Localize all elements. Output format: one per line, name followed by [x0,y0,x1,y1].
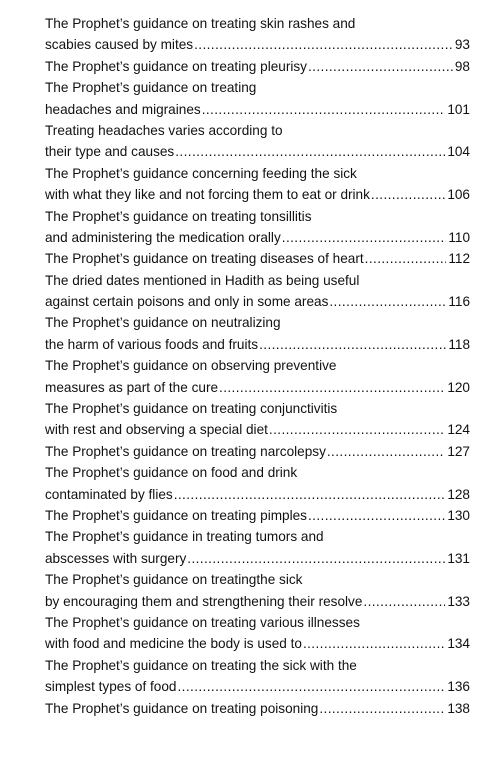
toc-entry-line [45,377,470,398]
toc-entry-line [45,591,470,612]
leader-dots [303,633,445,654]
toc-entry-text: The Prophet’s guidance on treating various illnesses [45,614,360,630]
toc-entry-line [45,698,470,719]
toc-entry-line [45,99,470,120]
toc-entry-line [45,612,470,633]
toc-entry-line [45,676,470,697]
toc-entry-text: The dried dates mentioned in Hadith as being useful [45,272,360,288]
toc-page-number: 133 [447,593,470,609]
toc-entry-text: The Prophet’s guidance on treating the sick with the [45,657,357,673]
toc-entry-line [45,206,470,227]
toc-entry-line [45,227,470,248]
toc-entry-line [45,505,470,526]
toc-entry-text: The Prophet’s guidance on food and drink [45,465,298,481]
toc-page-number: 120 [447,379,470,395]
toc-entry-text: The Prophet’s guidance concerning feeding the sick [45,165,357,181]
toc-entry-line [45,270,470,291]
toc-entry-text: measures as part of the cure [45,379,219,395]
toc-entry-line [45,163,470,184]
toc-entry-text: The Prophet’s guidance in treating tumors and [45,529,324,545]
toc-page-number: 131 [447,550,470,566]
toc-entry-line [45,77,470,98]
toc-entry-line [45,355,470,376]
table-of-contents [45,13,470,719]
toc-page-number: 128 [447,486,470,502]
toc-entry-text: The Prophet’s guidance on observing preventive [45,358,337,374]
toc-entry-line [45,291,470,312]
leader-dots [308,56,453,77]
toc-entry-line [45,441,470,462]
toc-entry-line [45,34,470,55]
leader-dots [269,419,445,440]
toc-entry-text: with rest and observing a special diet [45,422,268,438]
toc-entry-text: The Prophet’s guidance on neutralizing [45,315,281,331]
toc-entry-line [45,548,470,569]
toc-entry-text: contaminated by flies [45,486,173,502]
toc-entry-text: The Prophet’s guidance on treatingthe sick [45,572,303,588]
toc-entry-text: against certain poisons and only in some areas [45,294,329,310]
toc-entry-text: with what they like and not forcing them to eat or drink [45,187,370,203]
leader-dots [371,184,445,205]
leader-dots [308,505,445,526]
toc-entry-text: The Prophet’s guidance on treating [45,80,257,96]
toc-entry-line [45,56,470,77]
toc-entry-text: The Prophet’s guidance on treating skin rashes and [45,16,356,31]
toc-page-number: 116 [448,294,470,310]
toc-entry-line [45,569,470,590]
toc-page-number: 134 [447,636,470,652]
toc-entry-line [45,484,470,505]
toc-entry-line [45,312,470,333]
toc-page-number: 127 [447,443,470,459]
toc-page-number: 104 [447,144,470,160]
toc-entry-line [45,248,470,269]
toc-page-number: 136 [447,679,470,695]
toc-entry-line [45,120,470,141]
toc-page-number: 118 [448,336,470,352]
toc-page-number: 124 [447,422,470,438]
toc-entry-text: scabies caused by mites [45,37,194,53]
toc-entry-line [45,398,470,419]
toc-entry-text: abscesses with surgery [45,550,187,566]
toc-entry-text: simplest types of food [45,679,177,695]
toc-page-number: 112 [448,251,470,267]
leader-dots [259,334,446,355]
toc-entry-text: the harm of various foods and fruits [45,336,259,352]
leader-dots [363,591,445,612]
toc-entry-line [45,655,470,676]
toc-entry-line [45,633,470,654]
leader-dots [329,291,446,312]
toc-entry-text: The Prophet’s guidance on treating pimples [45,507,307,523]
leader-dots [327,441,445,462]
toc-entry-text: by encouraging them and strengthening their resolve [45,593,363,609]
toc-entry-text: The Prophet’s guidance on treating narcolepsy [45,443,326,459]
toc-entry-text: Treating headaches varies according to [45,122,283,138]
toc-entry-text: The Prophet’s guidance on treating tonsillitis [45,208,312,224]
leader-dots [319,698,445,719]
toc-entry-text: The Prophet’s guidance on treating conjunctivitis [45,401,338,417]
leader-dots [174,484,446,505]
toc-entry-line [45,13,470,34]
leader-dots [187,548,445,569]
toc-entry-line [45,184,470,205]
toc-page-number: 101 [447,101,470,117]
toc-page-number: 110 [448,229,470,245]
toc-page-number: 98 [454,58,470,74]
toc-entry-line [45,419,470,440]
toc-page-number: 138 [447,700,470,716]
leader-dots [219,377,445,398]
toc-entry-line [45,141,470,162]
toc-entry-line [45,526,470,547]
toc-entry-text: The Prophet’s guidance on treating diseases of heart [45,251,364,267]
toc-entry-text: and administering the medication orally [45,229,281,245]
toc-entry-text: with food and medicine the body is used to [45,636,302,652]
leader-dots [202,99,446,120]
leader-dots [175,141,445,162]
toc-page-number: 93 [454,37,470,53]
leader-dots [177,676,445,697]
toc-entry-text: The Prophet’s guidance on treating poisoning [45,700,319,716]
leader-dots [282,227,447,248]
leader-dots [365,248,447,269]
leader-dots [194,34,453,55]
toc-entry-line [45,334,470,355]
toc-entry-text: their type and causes [45,144,175,160]
toc-entry-text: The Prophet’s guidance on treating pleurisy [45,58,307,74]
toc-entry-text: headaches and migraines [45,101,201,117]
toc-entry-line [45,462,470,483]
toc-page-number: 106 [447,187,470,203]
toc-page-number: 130 [447,507,470,523]
